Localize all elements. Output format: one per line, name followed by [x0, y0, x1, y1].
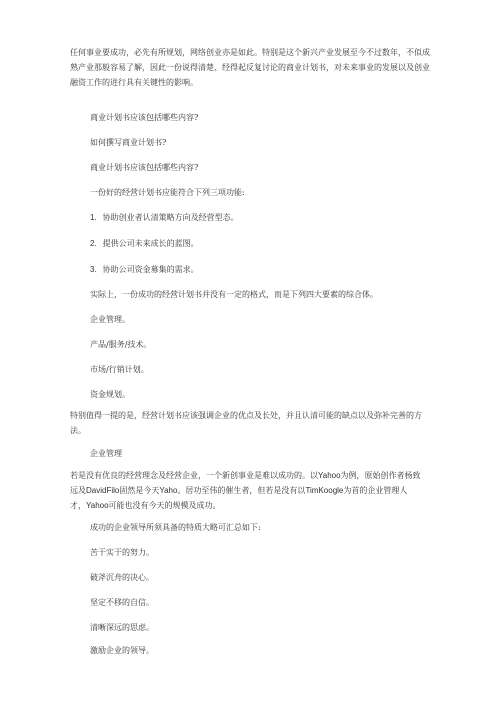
trait-item-4: 清晰深远的思虑。	[90, 623, 154, 632]
text-run: 远及	[70, 486, 86, 495]
elements-intro: 实际上，一份成功的经营计划书并没有一定的格式，而是下列四大要素的综合体。	[90, 290, 378, 299]
element-item-1: 企业管理。	[90, 315, 130, 324]
list-text: 协助公司资金募集的需求。	[102, 265, 199, 274]
trait-item-1: 苦干实干的努力。	[90, 548, 154, 557]
text-run: 固然是今天	[119, 486, 160, 495]
functions-intro: 一份好的经营计划书应能符合下列三项功能:	[90, 188, 245, 197]
function-item-3	[90, 264, 199, 275]
text-run: Yahoo	[318, 471, 341, 480]
trait-item-2: 破斧沉舟的决心。	[90, 573, 154, 582]
text-run: Yahoo	[86, 501, 109, 510]
mgmt-line-2	[70, 485, 407, 496]
text-run: 可能也没有今天的规模及成功。	[108, 501, 221, 510]
mgmt-line-1	[70, 470, 421, 481]
list-number: 2.	[90, 239, 97, 248]
text-run: TimKoogle	[305, 486, 344, 495]
mgmt-line-3	[70, 500, 221, 511]
list-number: 3.	[90, 265, 97, 274]
intro-line-1: 任何事业要成功，必先有所规划，网络创业亦是如此。特别是这个新兴产业发展至今不过数年，不似成	[70, 48, 430, 57]
intro-line-3: 融资工作的进行具有关键性的影响。	[70, 78, 198, 87]
list-number: 1.	[90, 213, 97, 222]
text-run: Yaho	[159, 486, 178, 495]
text-run: 若是没有优良的经营理念及经营企业，一个新创事业是难以成功的。以	[70, 471, 318, 480]
text-run: 才，	[70, 501, 86, 510]
intro-line-2: 熟产业那般容易了解，因此一份说得清楚、经得起反复讨论的商业计划书，对未来事业的发展以及创业	[70, 63, 430, 72]
list-text: 提供公司未来成长的蓝图。	[102, 239, 199, 248]
element-item-4: 资金规划。	[90, 390, 130, 399]
text-run: 为首的企业管理人	[343, 486, 408, 495]
element-item-3: 市场/行销计划。	[90, 365, 149, 374]
text-run: DavidFilo	[86, 486, 120, 495]
emphasis-line-2: 法。	[70, 426, 86, 435]
traits-intro: 成功的企业领导所须具备的特质大略可汇总如下:	[90, 523, 261, 532]
trait-item-5: 激励企业的领导。	[90, 646, 154, 655]
section-heading: 企业管理	[90, 449, 122, 458]
question-3: 商业计划书应该包括哪些内容?	[90, 163, 199, 172]
question-1: 商业计划书应该包括哪些内容?	[90, 113, 199, 122]
trait-item-3: 坚定不移的自信。	[90, 598, 154, 607]
text-run: 。居功至伟的催生者，但若是没有以	[177, 486, 306, 495]
function-item-1	[90, 212, 239, 223]
function-item-2	[90, 238, 199, 249]
text-run: 为例，原始创作者杨致	[340, 471, 421, 480]
emphasis-line-1: 特别值得一提的是，经营计划书应该强调企业的优点及长处，并且认清可能的缺点以及弥补完善的方	[70, 411, 422, 420]
element-item-2: 产品/服务/技术。	[90, 340, 152, 349]
question-2: 如何撰写商业计划书?	[90, 138, 167, 147]
list-text: 协助创业者认清策略方向及经营型态。	[102, 213, 239, 222]
